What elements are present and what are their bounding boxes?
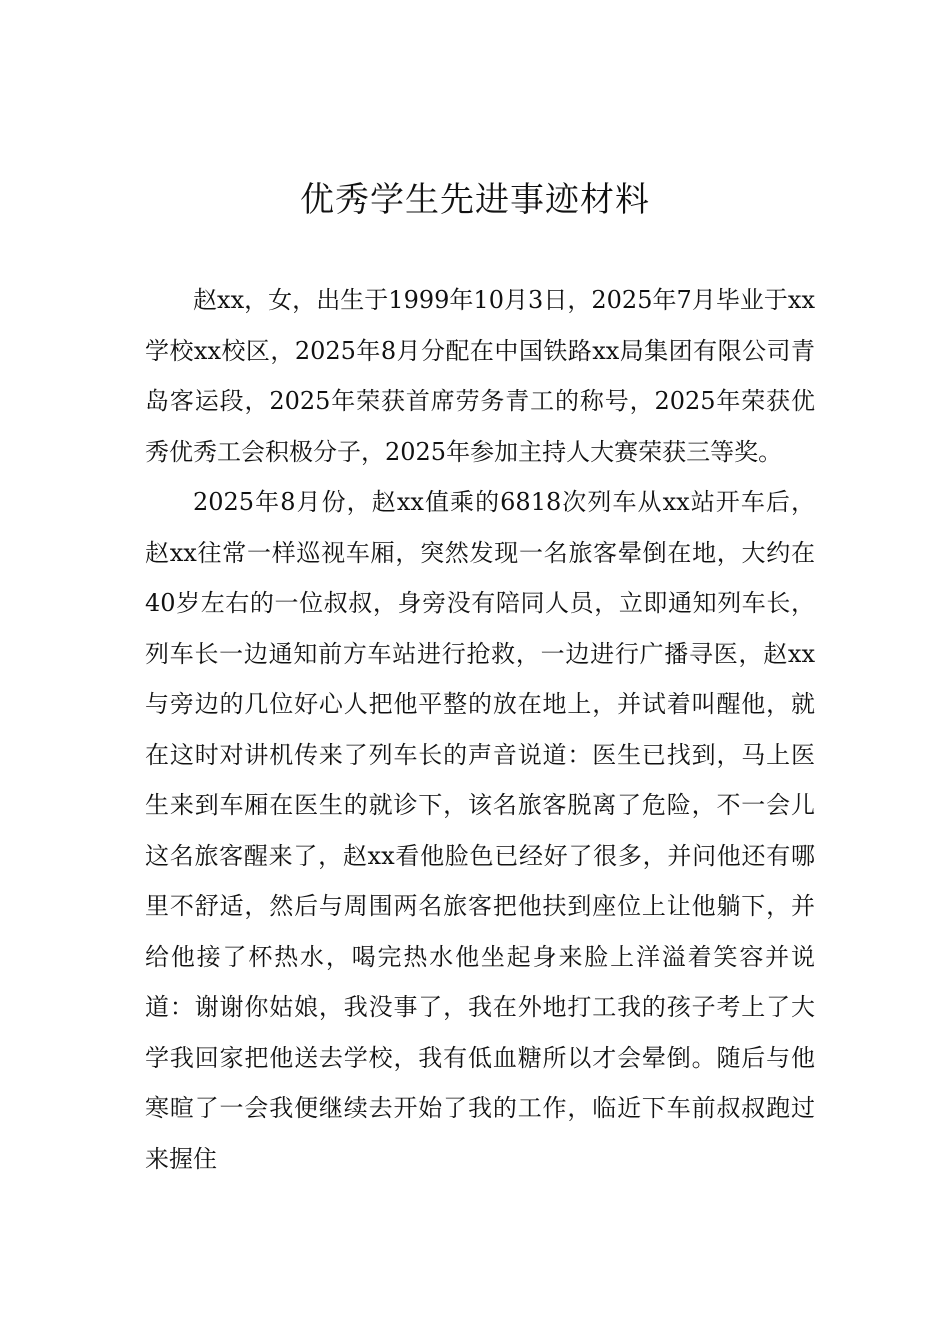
document-title: 优秀学生先进事迹材料 [300,180,650,220]
paragraph-2: 2025年8月份，赵xx值乘的6818次列车从xx站开车后，赵xx往常一样巡视车厢，突然发现一名旅客晕倒在地，大约在40岁左右的一位叔叔，身旁没有陪同人员，立即通知列车长，列车长一边通知前方车站进行抢救，一边进行广播寻医，赵xx与旁边的几位好心人把他平整的放在地上，并试着叫醒他，就在这时对讲机传来了列车长的声音说道：医生已找到，马上医生来到车厢在医生的就诊下，该名旅客脱离了危险，不一会儿这名旅客醒来了，赵xx看他脸色已经好了很多，并问他还有哪里不舒适，然后与周围两名旅客把他扶到座位上让他躺下，并给他接了杯热水，喝完热水他坐起身来脸上洋溢着笑容并说道：谢谢你姑娘，我没事了，我在外地打工我的孩子考上了大学我回家把他送去学校，我有低血糖所以才会晕倒。随后与他寒暄了一会我便继续去开始了我的工作，临近下车前叔叔跑过来握住 [145,488,815,1173]
document-body [145,275,815,1184]
paragraph-1: 赵xx，女，出生于1999年10月3日，2025年7月毕业于xx学校xx校区，2025年8月分配在中国铁路xx局集团有限公司青岛客运段，2025年荣获首席劳务青工的称号，2025年荣获优秀优秀工会积极分子，2025年参加主持人大赛荣获三等奖。 [145,286,815,466]
